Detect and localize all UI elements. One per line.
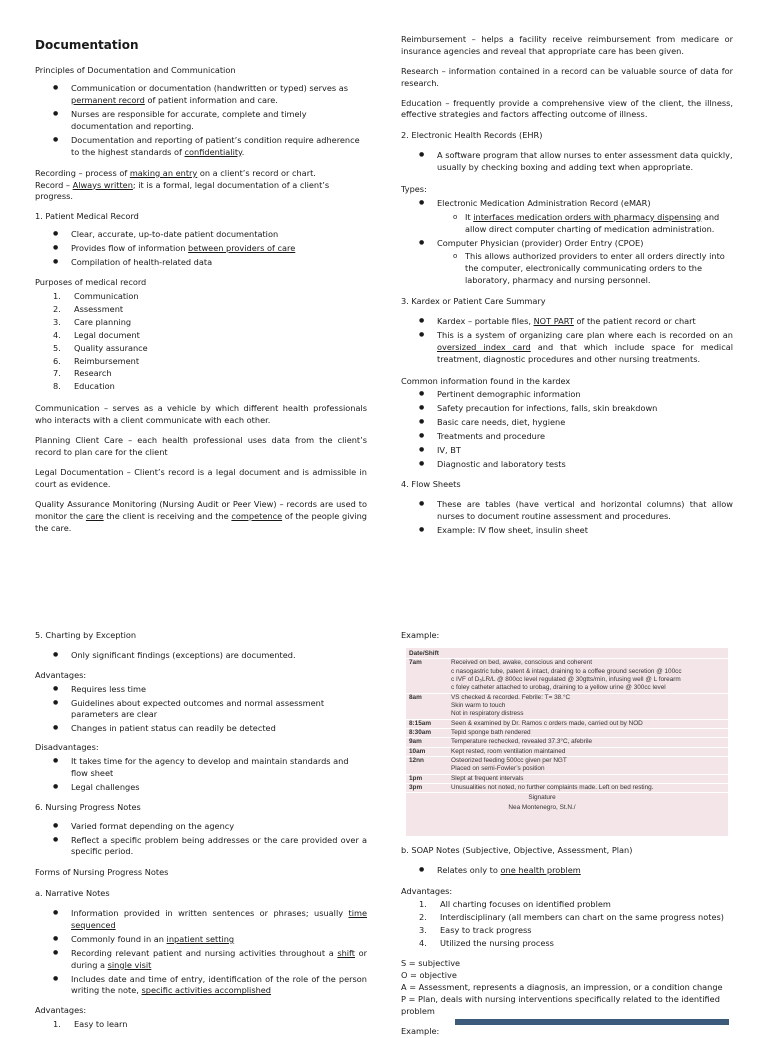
list-item: 2. Interdisciplinary (all members can chart on the same progress notes) xyxy=(419,911,724,922)
kardex-list xyxy=(401,316,733,366)
advantages2-heading: Advantages: xyxy=(35,1005,87,1016)
right-top-column xyxy=(401,34,733,538)
list-item: ● Includes date and time of entry, identification of the role of the person writing the note, specific activities accomplished xyxy=(35,974,367,998)
list-item: ● Electronic Medication Administration Record (eMAR) o It interfaces medication orders with pharmacy dispensing and allow direct computer charting of medication administration. xyxy=(401,198,733,236)
table-time-cell: 8am xyxy=(406,693,448,719)
principles-heading: Principles of Documentation and Communication xyxy=(35,65,236,76)
table-time-cell: 7am xyxy=(406,659,448,693)
table-entry-line: Osteorized feeding 500cc given per NGT xyxy=(451,756,567,764)
table-row xyxy=(406,719,728,728)
list-item: ● Diagnostic and laboratory tests xyxy=(401,459,733,471)
example2-heading: Example: xyxy=(401,1025,440,1036)
common-list xyxy=(401,389,733,470)
legal-def: Legal Documentation – Client’s record is a legal document and is admissible in court as evidence. xyxy=(35,466,367,489)
forms-heading: Forms of Nursing Progress Notes xyxy=(35,867,169,878)
table-header-row xyxy=(406,648,728,659)
table-entry-cell xyxy=(448,738,728,747)
list-item: ● Varied format depending on the agency xyxy=(35,821,367,833)
table-entry-line: VS checked & recorded. Febrile: T= 38.°C xyxy=(451,693,571,701)
recording-definition: Recording – process of making an entry on a client’s record or chart. xyxy=(35,167,316,178)
soap-a: A = Assessment, represents a diagnosis, an impression, or a condition change xyxy=(401,982,723,993)
table-entry-cell xyxy=(448,756,728,774)
list-item: ● Treatments and procedure xyxy=(401,431,733,443)
planning-def: Planning Client Care – each health professional uses data from the client’s record to plan care for the client xyxy=(35,435,367,458)
table-row xyxy=(406,659,728,693)
types-heading: Types: xyxy=(401,184,427,195)
table-entry-line: Kept rested, room ventilation maintained xyxy=(451,747,566,755)
advantages2-list xyxy=(35,1018,367,1031)
table-time-cell: 3pm xyxy=(406,783,448,792)
list-item: 8. Education xyxy=(53,381,115,392)
pmr-list xyxy=(35,229,367,269)
education-def: Education – frequently provide a comprehensive view of the client, the illness, effective strategies and factors affecting outcome of illness. xyxy=(401,97,733,120)
signer-name: Nea Montenegro, St.N./ xyxy=(508,803,576,811)
table-time-cell: 10am xyxy=(406,747,448,756)
list-item: o It interfaces medication orders with pharmacy dispensing and allow direct computer charting of medication administration. xyxy=(401,212,733,236)
soap-section xyxy=(401,845,735,1038)
list-item: 5. Quality assurance xyxy=(53,342,148,353)
list-item: ● Nurses are responsible for accurate, complete and timely documentation and reporting. xyxy=(35,109,367,133)
table-entry-cell xyxy=(448,659,728,693)
list-item: 1. Easy to learn xyxy=(53,1019,128,1030)
list-item: ● Reflect a specific problem being addresses or the care provided over a specific period. xyxy=(35,835,367,859)
list-item: ● These are tables (have vertical and horizontal columns) that allow nurses to document routine assessment and procedures. xyxy=(401,499,733,523)
list-item: 1. Communication xyxy=(53,290,139,301)
disadvantages-list xyxy=(35,756,367,794)
list-item: ● Information provided in written sentences or phrases; usually time sequenced xyxy=(35,908,367,932)
table-entry-line: c nasogastric tube, patent & intact, draining to a coffee ground secretion @ 100cc xyxy=(451,667,682,675)
cbe-list xyxy=(35,650,367,662)
qa-def: Quality Assurance Monitoring (Nursing Audit or Peer View) – records are used to monitor the care the client is receiving and the competence of the people giving the care. xyxy=(35,498,367,533)
table-row xyxy=(406,774,728,783)
list-item: ● Example: IV flow sheet, insulin sheet xyxy=(401,525,733,537)
table-entry-cell xyxy=(448,719,728,728)
soap-example-table-edge xyxy=(455,1019,729,1025)
list-item: ● Requires less time xyxy=(35,684,367,696)
table-entry-cell xyxy=(448,728,728,737)
list-item: 6. Reimbursement xyxy=(53,355,140,366)
left-bottom-column xyxy=(35,630,367,1031)
table-time-cell: 8:30am xyxy=(406,728,448,737)
list-item: ● Legal challenges xyxy=(35,782,367,794)
table-time-cell: 8:15am xyxy=(406,719,448,728)
table-entry-line: Received on bed, awake, conscious and coherent xyxy=(451,659,593,667)
soap-p: P = Plan, deals with nursing interventions specifically related to the identified problem xyxy=(401,994,720,1017)
table-entry-line: c IVF of D₅LR/L @ 800cc level regulated @ 30gtts/min, infusing well @ L forearm xyxy=(451,675,681,683)
table-entry-cell xyxy=(448,783,728,792)
list-item: 2. Assessment xyxy=(53,303,124,314)
npn-list xyxy=(35,821,367,859)
list-item: ● This is a system of organizing care plan where each is recorded on an oversized index card and that which include space for medical treatment, diagnostic procedures and other nursing treatments. xyxy=(401,330,733,366)
record-definition: Record – Always written; it is a formal, legal documentation of a client’s progress. xyxy=(35,179,330,202)
list-item: o This allows authorized providers to enter all orders directly into the computer, electronically communicating orders to the laboratory, pharmacy and nursing personnel. xyxy=(401,251,733,287)
cbe-heading: 5. Charting by Exception xyxy=(35,630,137,640)
advantages-heading: Advantages: xyxy=(35,669,87,680)
principles-list xyxy=(35,83,367,158)
soap-o: O = objective xyxy=(401,970,457,981)
list-item: ● Basic care needs, diet, hygiene xyxy=(401,417,733,429)
list-item: ● Changes in patient status can readily be detected xyxy=(35,723,367,735)
pmr-heading: 1. Patient Medical Record xyxy=(35,211,139,222)
types-list xyxy=(401,198,733,287)
list-item: ● Only significant findings (exceptions) are documented. xyxy=(35,650,367,662)
flow-heading: 4. Flow Sheets xyxy=(401,478,461,489)
common-heading: Common information found in the kardex xyxy=(401,375,571,386)
soap-advantages-list xyxy=(401,898,735,950)
left-top-column xyxy=(35,37,367,534)
table-entry-line: Skin warm to touch xyxy=(451,701,506,709)
list-item: ● Relates only to one health problem xyxy=(401,865,735,877)
table-entry-line: Not in respiratory distress xyxy=(451,710,524,718)
list-item: ● IV, BT xyxy=(401,445,733,457)
page-title: Documentation xyxy=(35,38,139,52)
table-row xyxy=(406,756,728,774)
table-row xyxy=(406,783,728,792)
kardex-heading: 3. Kardex or Patient Care Summary xyxy=(401,296,546,307)
list-item: ● Communication or documentation (handwritten or typed) serves as permanent record of patient information and care. xyxy=(35,83,367,107)
ehr-heading: 2. Electronic Health Records (EHR) xyxy=(401,130,543,141)
narrative-example-table xyxy=(406,648,728,836)
list-item: 4. Legal document xyxy=(53,329,140,340)
table-header: Date/Shift xyxy=(406,648,728,659)
narrative-list xyxy=(35,908,367,997)
list-item: ● Kardex – portable files, NOT PART of the patient record or chart xyxy=(401,316,733,328)
advantages-list xyxy=(35,684,367,736)
communication-def: Communication – serves as a vehicle by which different health professionals who interacts with a client communicate with each other. xyxy=(35,403,367,426)
soap-advantages-heading: Advantages: xyxy=(401,885,453,896)
table-entry-cell xyxy=(448,693,728,719)
table-entry-line: Slept at frequent intervals xyxy=(451,774,524,782)
npn-heading: 6. Nursing Progress Notes xyxy=(35,801,141,812)
table-row xyxy=(406,693,728,719)
table-entry-line: c foley catheter attached to urobag, draining to a yellow urine @ 300cc level xyxy=(451,684,666,692)
table-time-cell: 12nn xyxy=(406,756,448,774)
list-item: ● It takes time for the agency to develop and maintain standards and flow sheet xyxy=(35,756,367,780)
list-item: ● Pertinent demographic information xyxy=(401,389,733,401)
signature-label: Signature xyxy=(528,794,556,802)
table-entry-line: Seen & examined by Dr. Ramos c orders made, carried out by NOD xyxy=(451,719,643,727)
list-item: 3. Care planning xyxy=(53,316,132,327)
soap-s: S = subjective xyxy=(401,958,461,969)
list-item: ● Safety precaution for infections, falls, skin breakdown xyxy=(401,403,733,415)
example-heading: Example: xyxy=(401,630,440,640)
list-item: ● Commonly found in an inpatient setting xyxy=(35,934,367,946)
table-entry-line: Temperature rechecked, revealed 37.3°C, afebrile xyxy=(451,738,593,746)
flow-list xyxy=(401,499,733,537)
table-time-cell: 9am xyxy=(406,738,448,747)
table-row xyxy=(406,747,728,756)
table-row xyxy=(406,728,728,737)
list-item: ● Computer Physician (provider) Order Entry (CPOE) o This allows authorized providers to enter all orders directly into the computer, electronically communicating orders to the laboratory, pharmacy and nursing personnel. xyxy=(401,238,733,288)
list-item: 1. All charting focuses on identified problem xyxy=(419,898,611,909)
table-entry-line: Placed on semi-Fowler’s position xyxy=(451,765,545,773)
list-item: ● Guidelines about expected outcomes and normal assessment parameters are clear xyxy=(35,698,367,722)
ehr-list xyxy=(401,150,733,174)
table-time-cell: 1pm xyxy=(406,774,448,783)
soap-heading: b. SOAP Notes (Subjective, Objective, Assessment, Plan) xyxy=(401,845,633,855)
table-entry-line: Tepid sponge bath rendered xyxy=(451,728,531,736)
purposes-heading: Purposes of medical record xyxy=(35,276,147,287)
table-entry-cell xyxy=(448,747,728,756)
list-item: ● Clear, accurate, up-to-date patient documentation xyxy=(35,229,367,241)
research-def: Research – information contained in a record can be valuable source of data for research. xyxy=(401,65,733,88)
disadvantages-heading: Disadvantages: xyxy=(35,742,99,753)
list-item: 4. Utilized the nursing process xyxy=(419,937,554,948)
table-entry-line: Unusualities not noted, no further complaints made. Left on bed resting. xyxy=(451,783,654,791)
list-item: ● Recording relevant patient and nursing activities throughout a shift or during a single visit xyxy=(35,948,367,972)
soap-list xyxy=(401,865,735,877)
list-item: ● Compilation of health-related data xyxy=(35,257,367,269)
list-item: 3. Easy to track progress xyxy=(419,924,532,935)
purposes-list xyxy=(35,290,367,394)
narrative-heading: a. Narrative Notes xyxy=(35,888,110,899)
table-entry-cell xyxy=(448,774,728,783)
list-item: 7. Research xyxy=(53,368,112,379)
list-item: ● A software program that allow nurses to enter assessment data quickly, usually by checking boxing and adding text when appropriate. xyxy=(401,150,733,174)
table-row xyxy=(406,738,728,747)
list-item: ● Provides flow of information between providers of care xyxy=(35,243,367,255)
reimbursement-def: Reimbursement – helps a facility receive reimbursement from medicare or insurance agencies and reveal that appropriate care has been given. xyxy=(401,34,733,56)
right-bottom-column xyxy=(401,630,735,642)
list-item: ● Documentation and reporting of patient’s condition require adherence to the highest standards of confidentiality. xyxy=(35,135,367,159)
